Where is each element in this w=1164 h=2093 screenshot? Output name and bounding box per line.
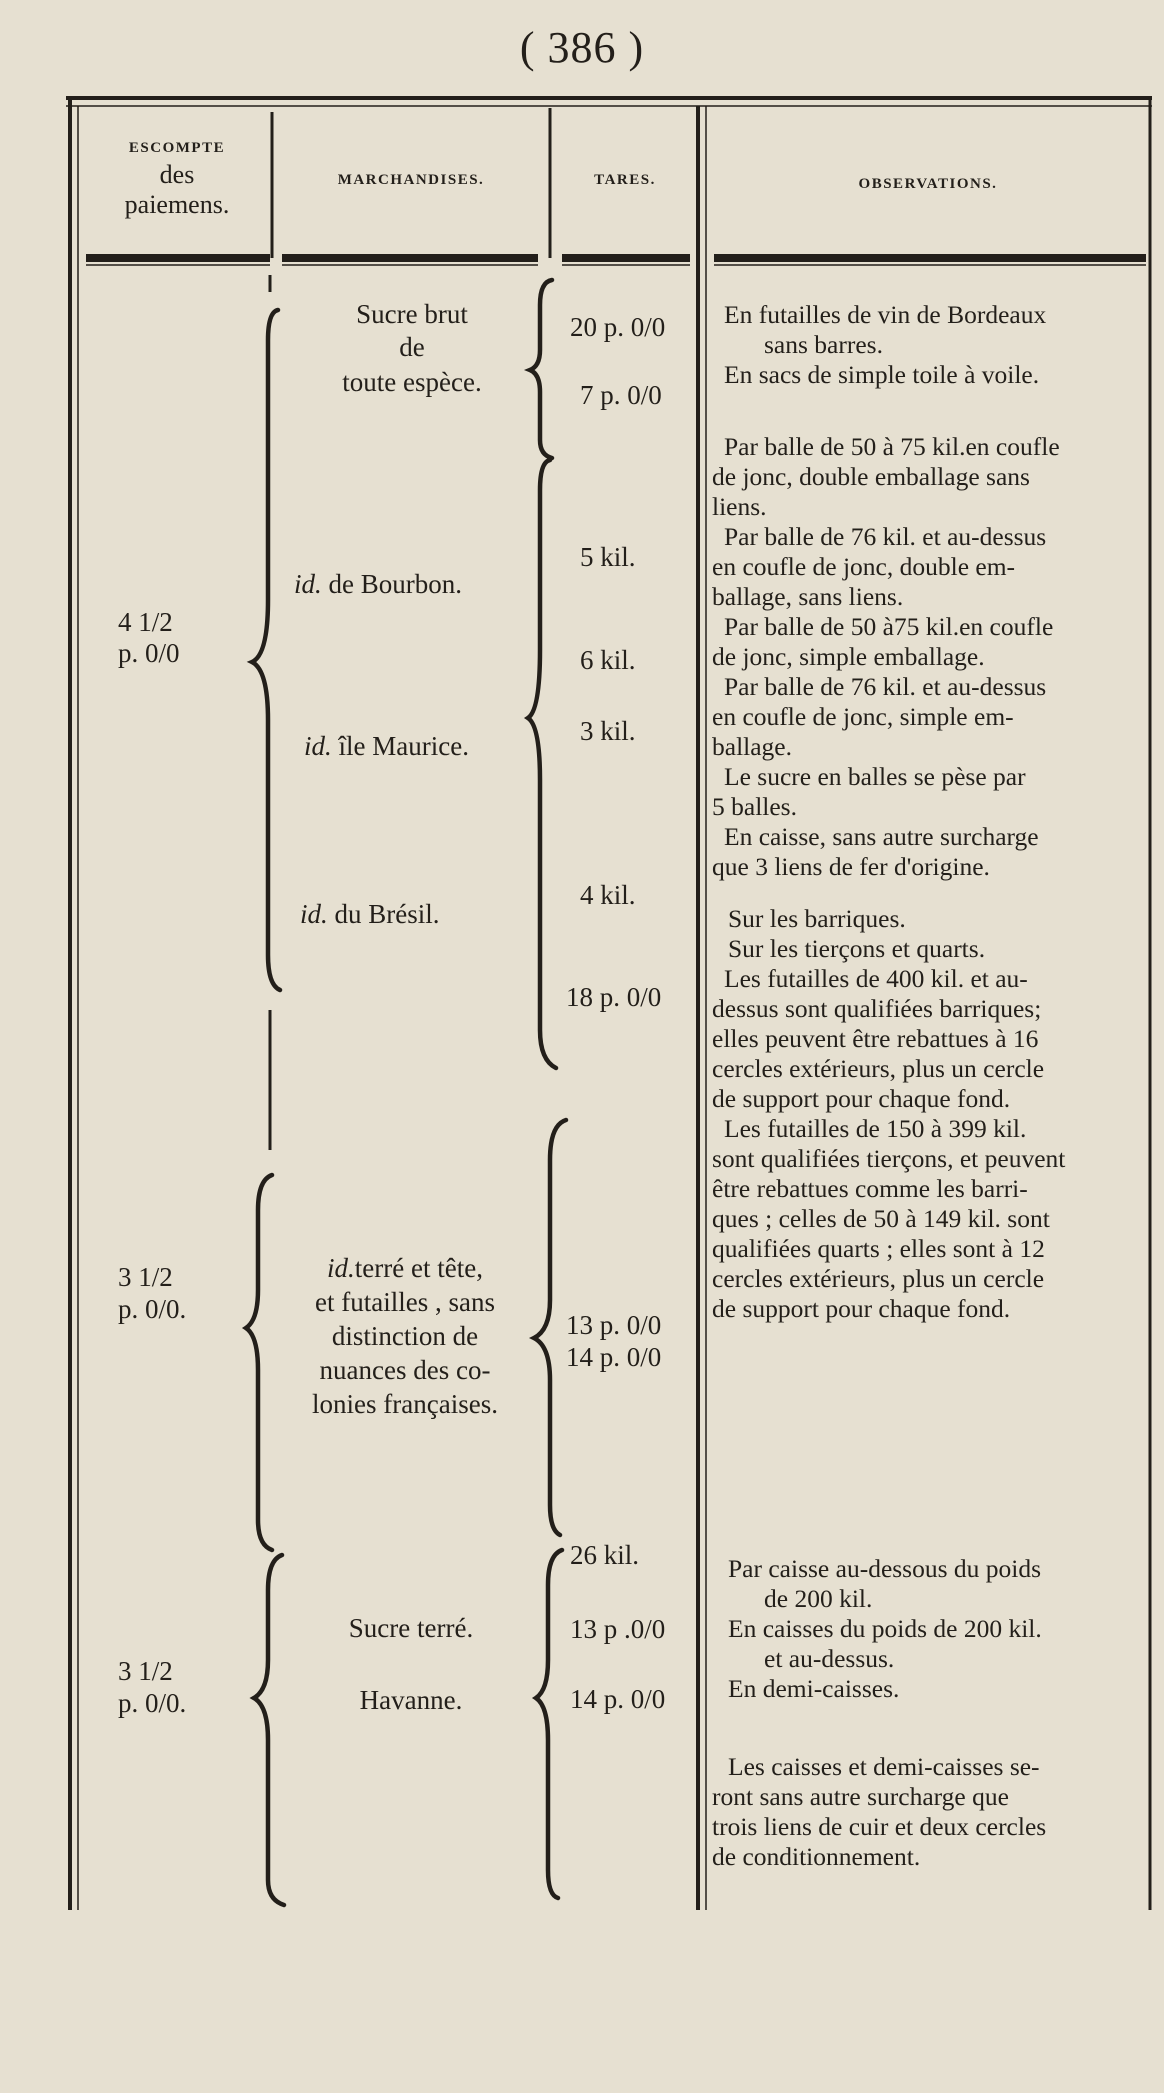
merch-bresil: id. du Brésil. (300, 899, 440, 929)
tare-4-b: 18 p. 0/0 (566, 982, 662, 1012)
discount-1-b: p. 0/0 (118, 638, 180, 668)
obs-line: ques ; celles de 50 à 149 kil. sont (712, 1204, 1050, 1233)
obs-line: qualifiées quarts ; elles sont à 12 (712, 1234, 1045, 1263)
obs-line: de 200 kil. (764, 1584, 873, 1613)
merch-terre-3: distinction de (331, 1321, 479, 1351)
obs-line: Par balle de 76 kil. et au-dessus (724, 522, 1047, 551)
tare-3-a: 3 kil. (580, 716, 636, 746)
obs-line: liens. (712, 492, 767, 521)
merch-terre-2: et futailles , sans (315, 1287, 495, 1317)
obs-line: Les caisses et demi-caisses se- (728, 1752, 1040, 1781)
obs-line: cercles extérieurs, plus un cercle (712, 1054, 1045, 1083)
merch-havanne: Havanne. (359, 1685, 463, 1715)
obs-line: ballage, sans liens. (712, 582, 904, 611)
page-number: ( 386 ) (519, 23, 645, 72)
obs-line: Les futailles de 400 kil. et au- (724, 964, 1028, 993)
obs-line: de support pour chaque fond. (712, 1084, 1011, 1113)
merch-terre-1: id.terré et tête, (327, 1253, 483, 1283)
obs-line: cercles extérieurs, plus un cercle (712, 1264, 1045, 1293)
obs-line: ront sans autre surcharge que (712, 1782, 1009, 1811)
obs-line: Les futailles de 150 à 399 kil. (724, 1114, 1027, 1143)
obs-line: Par caisse au-dessous du poids (728, 1554, 1042, 1583)
merch-terre-5: lonies françaises. (312, 1389, 498, 1419)
obs-line: trois liens de cuir et deux cercles (712, 1812, 1047, 1841)
obs-line: En caisse, sans autre surcharge (724, 822, 1039, 851)
obs-line: de support pour chaque fond. (712, 1294, 1011, 1323)
merch-sucre-brut-3: toute espèce. (342, 367, 482, 397)
header-tares: TARES. (594, 172, 656, 188)
discount-2-b: p. 0/0. (118, 1294, 187, 1324)
obs-line: En demi-caisses. (728, 1674, 900, 1703)
header-escompte-1: ESCOMPTE (128, 140, 226, 156)
obs-line: ballage. (712, 732, 792, 761)
merch-bourbon: id. de Bourbon. (294, 569, 462, 599)
discount-1-a: 4 1/2 (118, 607, 173, 637)
obs-line: En futailles de vin de Bordeaux (724, 300, 1047, 329)
tare-4-a: 4 kil. (580, 880, 636, 910)
tare-s3-a: 26 kil. (570, 1540, 640, 1570)
obs-line: elles peuvent être rebattues à 16 (712, 1024, 1039, 1053)
obs-line: dessus sont qualifiées barriques; (712, 994, 1042, 1023)
observations-section-3 (712, 1554, 1148, 1872)
header-escompte-3: paiemens. (124, 190, 230, 219)
tare-s2-b: 14 p. 0/0 (566, 1342, 662, 1372)
obs-line: de jonc, simple emballage. (712, 642, 985, 671)
header-marchandises: MARCHANDISES. (337, 172, 485, 188)
merch-sucre-brut-1: Sucre brut (356, 299, 468, 329)
merch-sucre-terre: Sucre terré. (348, 1613, 474, 1643)
header-escompte-2: des (159, 160, 195, 189)
obs-line: Par balle de 76 kil. et au-dessus (724, 672, 1047, 701)
tare-s3-c: 14 p. 0/0 (570, 1684, 666, 1714)
obs-line: être rebattues comme les barri- (712, 1174, 1028, 1203)
obs-line: de jonc, double emballage sans (712, 462, 1030, 491)
obs-line: sont qualifiées tierçons, et peuvent (712, 1144, 1066, 1173)
header-observations: OBSERVATIONS. (858, 176, 998, 192)
obs-line: et au-dessus. (764, 1644, 895, 1673)
tare-1-b: 7 p. 0/0 (580, 380, 662, 410)
obs-line: que 3 liens de fer d'origine. (712, 852, 990, 881)
discount-3-a: 3 1/2 (118, 1656, 173, 1686)
obs-line: Par balle de 50 à75 kil.en coufle (724, 612, 1054, 641)
obs-line: en coufle de jonc, double em- (712, 552, 1016, 581)
merch-terre-4: nuances des co- (319, 1355, 491, 1385)
tare-2-b: 6 kil. (580, 645, 636, 675)
obs-line: 5 balles. (712, 792, 797, 821)
obs-line: Sur les barriques. (728, 904, 906, 933)
observations-section-1 (712, 300, 1148, 1324)
merch-ile-maurice: id. île Maurice. (304, 731, 469, 761)
obs-line: En caisses du poids de 200 kil. (728, 1614, 1042, 1643)
tare-s3-b: 13 p .0/0 (570, 1614, 666, 1644)
tare-s2-a: 13 p. 0/0 (566, 1310, 662, 1340)
merch-sucre-brut-2: de (399, 332, 425, 362)
tare-2-a: 5 kil. (580, 542, 636, 572)
obs-line: en coufle de jonc, simple em- (712, 702, 1014, 731)
obs-line: En sacs de simple toile à voile. (724, 360, 1040, 389)
obs-line: Le sucre en balles se pèse par (724, 762, 1026, 791)
obs-line: de conditionnement. (712, 1842, 921, 1871)
discount-2-a: 3 1/2 (118, 1262, 173, 1292)
discount-3-b: p. 0/0. (118, 1688, 187, 1718)
obs-line: Par balle de 50 à 75 kil.en coufle (724, 432, 1060, 461)
tare-1-a: 20 p. 0/0 (570, 312, 666, 342)
obs-line: sans barres. (764, 330, 883, 359)
obs-line: Sur les tierçons et quarts. (728, 934, 986, 963)
